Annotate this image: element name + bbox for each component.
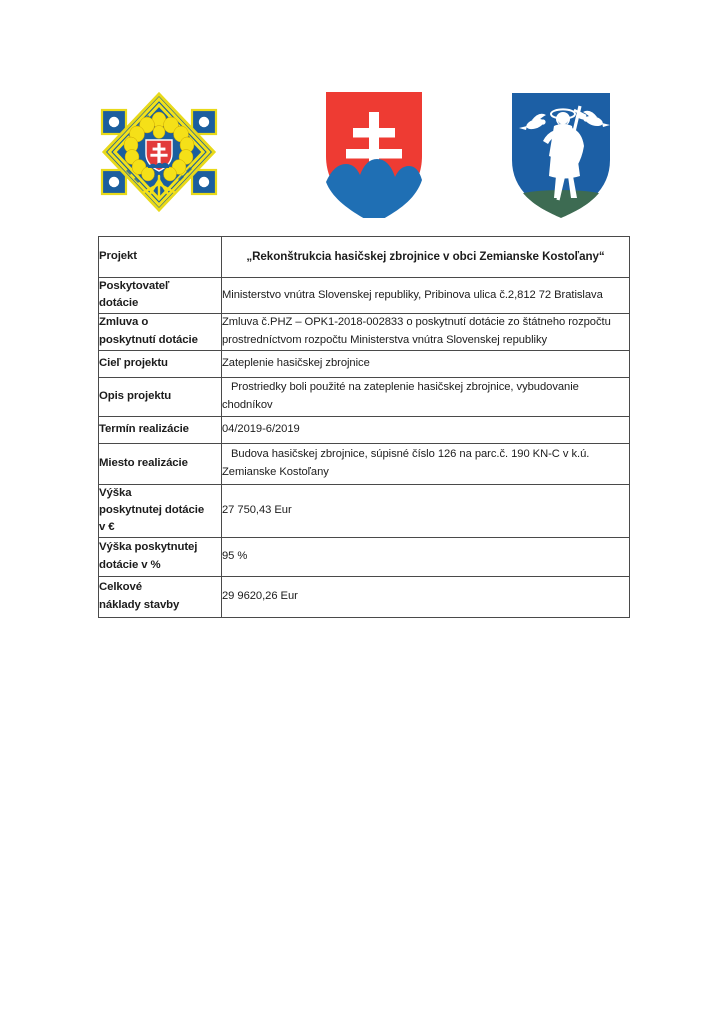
- row-label-opis: [99, 377, 222, 416]
- ministry-of-interior-emblem: [98, 88, 220, 216]
- table-row: [99, 484, 630, 537]
- row-label-celkove: [99, 576, 222, 617]
- table-row: [99, 537, 630, 576]
- label-line: Celkové: [99, 581, 142, 594]
- row-value-vyska-eur: 27 750,43 Eur: [222, 484, 630, 537]
- row-label-poskytovatel: [99, 278, 222, 314]
- label-line: Výška: [99, 486, 132, 499]
- label-line: Zmluva o: [99, 316, 149, 329]
- row-label-termin: [99, 416, 222, 443]
- label-line: Poskytovateľ: [99, 280, 170, 292]
- slovak-state-coat-of-arms: [322, 88, 426, 218]
- table-row: [99, 278, 630, 314]
- table-row: [99, 377, 630, 416]
- label-line: v €: [99, 521, 115, 534]
- row-label-vyska-eur: [99, 484, 222, 537]
- row-value-miesto: [222, 443, 630, 484]
- label-line: poskytnutí dotácie: [99, 333, 198, 346]
- project-info-table: [98, 236, 630, 618]
- row-value-poskytovatel: Ministerstvo vnútra Slovenskej republiky, Pribinova ulica č.2,812 72 Bratislava: [222, 278, 630, 314]
- row-label-ciel: [99, 350, 222, 377]
- label-line: dotácie: [99, 297, 139, 310]
- label-line: Projekt: [99, 250, 137, 263]
- value-line: Prostriedky boli použité na zateplenie hasičskej zbrojnice, vybudovanie: [231, 381, 579, 394]
- row-label-miesto: [99, 443, 222, 484]
- value-line: prostredníctvom rozpočtu Ministerstva vnútra Slovenskej republiky: [222, 333, 548, 346]
- table-row: [99, 350, 630, 377]
- value-line: Budova hasičskej zbrojnice, súpisné číslo 126 na parc.č. 190 KN-C v k.ú.: [231, 448, 590, 461]
- label-line: Opis projektu: [99, 389, 172, 402]
- zemianske-kostolany-coat-of-arms: [506, 88, 616, 220]
- row-label-projekt: [99, 237, 222, 278]
- label-line: Cieľ projektu: [99, 356, 168, 369]
- row-value-opis: [222, 377, 630, 416]
- value-line: Zemianske Kostoľany: [222, 465, 329, 478]
- row-value-celkove: 29 9620,26 Eur: [222, 576, 630, 617]
- table-row: [99, 443, 630, 484]
- table-row: [99, 313, 630, 350]
- row-label-vyska-pct: [99, 537, 222, 576]
- emblem-strip: [0, 88, 724, 223]
- table-row: [99, 576, 630, 617]
- row-value-ciel: Zateplenie hasičskej zbrojnice: [222, 350, 630, 377]
- row-value-zmluva: [222, 313, 630, 350]
- table-row: [99, 416, 630, 443]
- table-row: [99, 237, 630, 278]
- row-value-projekt: „Rekonštrukcia hasičskej zbrojnice v obci Zemianske Kostoľany“: [222, 237, 630, 278]
- label-line: Termín realizácie: [99, 422, 189, 435]
- label-line: Výška poskytnutej: [99, 541, 198, 554]
- label-line: poskytnutej dotácie: [99, 503, 205, 516]
- row-value-vyska-pct: 95 %: [222, 537, 630, 576]
- row-label-zmluva: [99, 313, 222, 350]
- label-line: náklady stavby: [99, 598, 180, 611]
- label-line: Miesto realizácie: [99, 456, 188, 469]
- label-line: dotácie v %: [99, 558, 161, 571]
- value-line: Zmluva č.PHZ – OPK1-2018-002833 o poskytnutí dotácie zo štátneho rozpočtu: [222, 316, 611, 329]
- row-value-termin: 04/2019-6/2019: [222, 416, 630, 443]
- value-line: chodníkov: [222, 398, 273, 411]
